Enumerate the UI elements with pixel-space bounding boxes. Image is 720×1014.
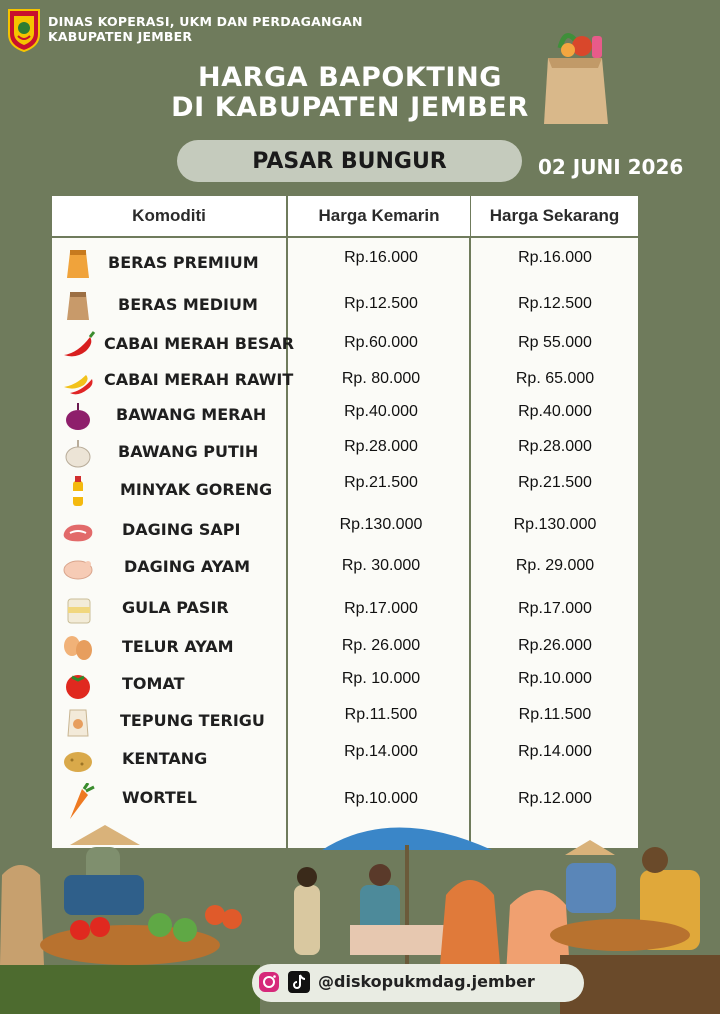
- price-yesterday: Rp. 10.000: [341, 670, 421, 687]
- commodity-name: BERAS PREMIUM: [108, 253, 259, 272]
- price-yesterday: Rp.40.000: [344, 403, 418, 420]
- table-row: [52, 780, 638, 818]
- price-today: Rp. 65.000: [515, 370, 595, 387]
- table-row: [52, 472, 638, 510]
- price-yesterday: Rp.11.500: [344, 706, 418, 723]
- table-row: [52, 287, 638, 325]
- market-name: PASAR BUNGUR: [252, 148, 447, 174]
- org-line-1: DINAS KOPERASI, UKM DAN PERDAGANGAN: [48, 14, 363, 29]
- price-today: Rp.17.000: [518, 600, 592, 617]
- table-row: [52, 590, 638, 628]
- price-today: Rp.26.000: [518, 637, 592, 654]
- price-today: Rp 55.000: [518, 334, 592, 351]
- title-line-1: HARGA BAPOKTING: [197, 62, 503, 93]
- header-today-price: Harga Sekarang: [470, 195, 639, 237]
- table-row: [52, 434, 638, 472]
- price-today: Rp.16.000: [518, 249, 592, 266]
- rice-sack-icon: [58, 290, 98, 322]
- chicken-icon: [58, 552, 98, 584]
- price-today: Rp.28.000: [518, 438, 592, 455]
- table-row: [52, 326, 638, 364]
- table-row: [52, 512, 638, 550]
- price-today: Rp.11.500: [518, 706, 592, 723]
- price-today: Rp.10.000: [518, 670, 592, 687]
- price-today: Rp.14.000: [518, 743, 592, 760]
- red-chili-icon: [58, 329, 98, 361]
- price-today: Rp.130.000: [513, 516, 597, 533]
- commodity-name: MINYAK GORENG: [120, 480, 273, 499]
- table-row: [52, 703, 638, 741]
- commodity-name: BERAS MEDIUM: [118, 295, 258, 314]
- table-row: [52, 549, 638, 587]
- title-line-2: DI KABUPATEN JEMBER: [171, 92, 529, 123]
- price-yesterday: Rp. 26.000: [341, 637, 421, 654]
- commodity-name: GULA PASIR: [122, 598, 229, 617]
- page-title: [140, 63, 560, 123]
- commodity-name: BAWANG MERAH: [116, 405, 267, 424]
- tomato-icon: [58, 669, 98, 701]
- tiktok-icon[interactable]: [288, 971, 310, 993]
- price-today: Rp. 29.000: [515, 557, 595, 574]
- price-yesterday: Rp.21.500: [344, 474, 418, 491]
- commodity-name: WORTEL: [122, 788, 197, 807]
- price-yesterday: Rp.12.500: [344, 295, 418, 312]
- report-date: 02 JUNI 2026: [538, 155, 684, 179]
- header-commodity: Komoditi: [51, 195, 287, 237]
- commodity-name: CABAI MERAH RAWIT: [104, 370, 294, 389]
- organization-name: [48, 14, 363, 44]
- table-row: [52, 397, 638, 435]
- table-row: [52, 629, 638, 667]
- price-yesterday: Rp. 80.000: [341, 370, 421, 387]
- price-today: Rp.12.000: [518, 790, 592, 807]
- commodity-name: CABAI MERAH BESAR: [104, 334, 295, 353]
- org-line-2: KABUPATEN JEMBER: [48, 29, 193, 44]
- price-today: Rp.40.000: [518, 403, 592, 420]
- sugar-icon: [58, 593, 98, 625]
- price-yesterday: Rp.60.000: [344, 334, 418, 351]
- price-yesterday: Rp.16.000: [344, 249, 418, 266]
- egg-icon: [58, 632, 98, 664]
- rice-sack-icon: [58, 248, 98, 280]
- commodity-name: DAGING AYAM: [124, 557, 251, 576]
- commodity-name: TOMAT: [122, 674, 185, 693]
- price-yesterday: Rp.14.000: [344, 743, 418, 760]
- header-yesterday-price: Harga Kemarin: [287, 195, 471, 237]
- shallot-icon: [58, 400, 98, 432]
- instagram-icon[interactable]: [258, 971, 280, 993]
- table-row: [52, 666, 638, 704]
- commodity-name: DAGING SAPI: [122, 520, 241, 539]
- oil-bottle-icon: [58, 475, 98, 507]
- table-row: [52, 741, 638, 779]
- price-yesterday: Rp.130.000: [339, 516, 423, 533]
- price-yesterday: Rp. 30.000: [341, 557, 421, 574]
- price-yesterday: Rp.28.000: [344, 438, 418, 455]
- market-name-pill: [177, 140, 522, 182]
- potato-icon: [58, 744, 98, 776]
- price-yesterday: Rp.17.000: [344, 600, 418, 617]
- table-row: [52, 362, 638, 400]
- grocery-bag-icon: [530, 28, 620, 128]
- jember-regency-logo: [6, 8, 42, 52]
- commodity-name: KENTANG: [122, 749, 208, 768]
- price-today: Rp.12.500: [518, 295, 592, 312]
- price-yesterday: Rp.10.000: [344, 790, 418, 807]
- flour-icon: [58, 706, 98, 738]
- bird-chili-icon: [58, 365, 98, 397]
- social-handle[interactable]: @diskopukmdag.jember: [318, 972, 535, 991]
- commodity-name: TEPUNG TERIGU: [120, 711, 265, 730]
- commodity-name: TELUR AYAM: [122, 637, 234, 656]
- price-today: Rp.21.500: [518, 474, 592, 491]
- beef-icon: [58, 515, 98, 547]
- table-row: [52, 245, 638, 283]
- commodity-name: BAWANG PUTIH: [118, 442, 259, 461]
- garlic-icon: [58, 437, 98, 469]
